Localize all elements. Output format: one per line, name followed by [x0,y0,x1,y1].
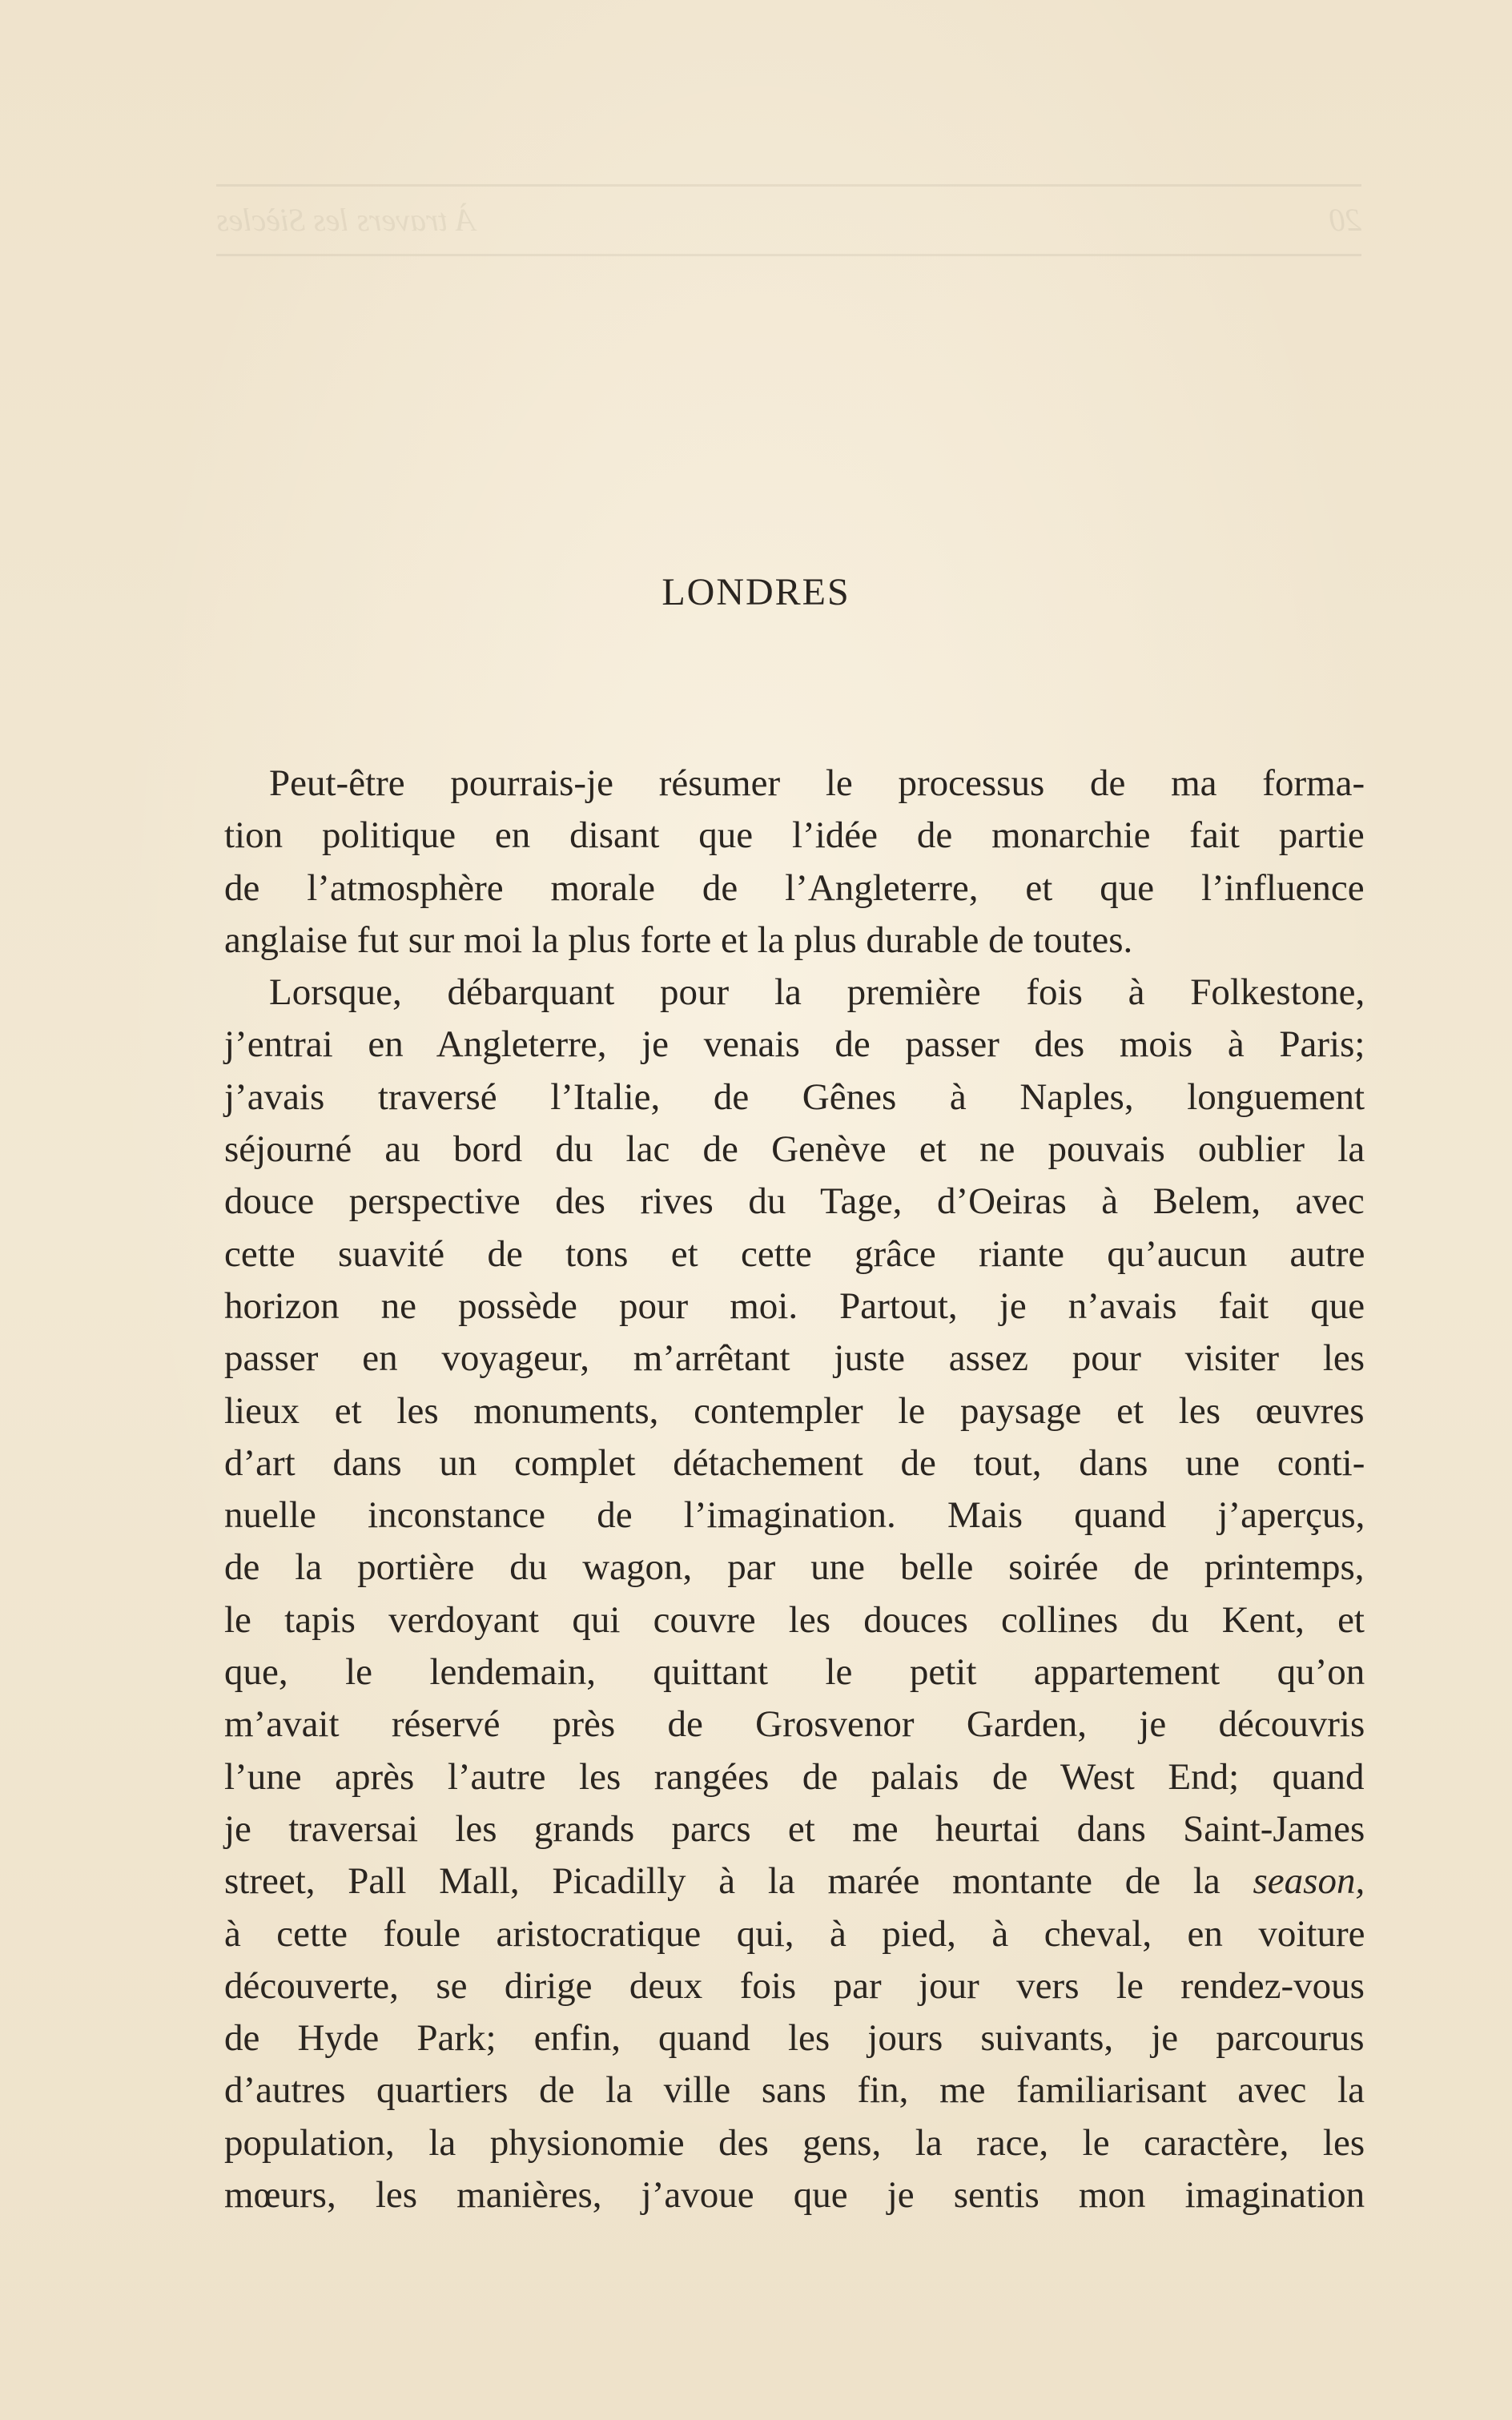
text-line: séjourné au bord du lac de Genève et ne pouvais oublier la [224,1128,1365,1171]
bleed-page-number: 20 [1329,202,1361,238]
text-line: à cette foule aristocratique qui, à pied, à cheval, en voiture [224,1912,1365,1955]
italic-word: season, [1253,1860,1365,1903]
chapter-title: LONDRES [662,571,850,613]
text-line: j’avais traversé l’Italie, de Gênes à Naples, longuement [224,1075,1365,1118]
text-line: nuelle inconstance de l’imagination. Mais quand j’aperçus, [224,1494,1365,1537]
bleed-running-title: À travers les Siècles [216,202,476,238]
text-line: découverte, se dirige deux fois par jour vers le rendez-vous [224,1964,1365,2007]
text-line: douce perspective des rives du Tage, d’Oeiras à Belem, avec [224,1180,1365,1223]
text-line: je traversai les grands parcs et me heurtai dans Saint-James [224,1807,1365,1850]
bleed-through-header [216,184,1361,256]
text-line: cette suavité de tons et cette grâce riante qu’aucun autre [224,1232,1365,1275]
text-line: l’une après l’autre les rangées de palais de West End; quand [224,1755,1365,1798]
text-line: mœurs, les manières, j’avoue que je sentis mon imagination [224,2174,1365,2217]
text-line: que, le lendemain, quittant le petit appartement qu’on [224,1651,1365,1694]
text-line: d’autres quartiers de la ville sans fin, me familiarisant avec la [224,2069,1365,2112]
text-line: m’avait réservé près de Grosvenor Garden, je découvris [224,1703,1365,1746]
text-line: Lorsque, débarquant pour la première fois à Folkestone, [269,971,1365,1014]
text-line [224,1855,1365,1907]
text-line: population, la physionomie des gens, la race, le caractère, les [224,2121,1365,2164]
text-line: j’entrai en Angleterre, je venais de passer des mois à Paris; [224,1023,1365,1066]
bleed-through-text [216,184,1361,288]
text-line: anglaise fut sur moi la plus forte et la plus durable de toutes. [224,919,1133,961]
text-line: le tapis verdoyant qui couvre les douces collines du Kent, et [224,1598,1365,1641]
text-line: Peut-être pourrais-je résumer le processus de ma forma- [269,762,1365,804]
text-line: de l’atmosphère morale de l’Angleterre, et que l’influence [224,866,1365,909]
text-line-segment: street, Pall Mall, Picadilly à la marée montante de la [224,1860,1253,1903]
text-line: lieux et les monuments, contempler le paysage et les œuvres [224,1389,1365,1432]
text-line: passer en voyageur, m’arrêtant juste assez pour visiter les [224,1337,1365,1380]
text-line: de la portière du wagon, par une belle soirée de printemps, [224,1546,1365,1589]
text-line: tion politique en disant que l’idée de monarchie fait partie [224,814,1365,857]
text-line: horizon ne possède pour moi. Partout, je n’avais fait que [224,1284,1365,1327]
text-line: de Hyde Park; enfin, quand les jours suivants, je parcourus [224,2017,1365,2060]
text-line: d’art dans un complet détachement de tout, dans une conti- [224,1441,1365,1484]
body-text [224,758,1365,2221]
